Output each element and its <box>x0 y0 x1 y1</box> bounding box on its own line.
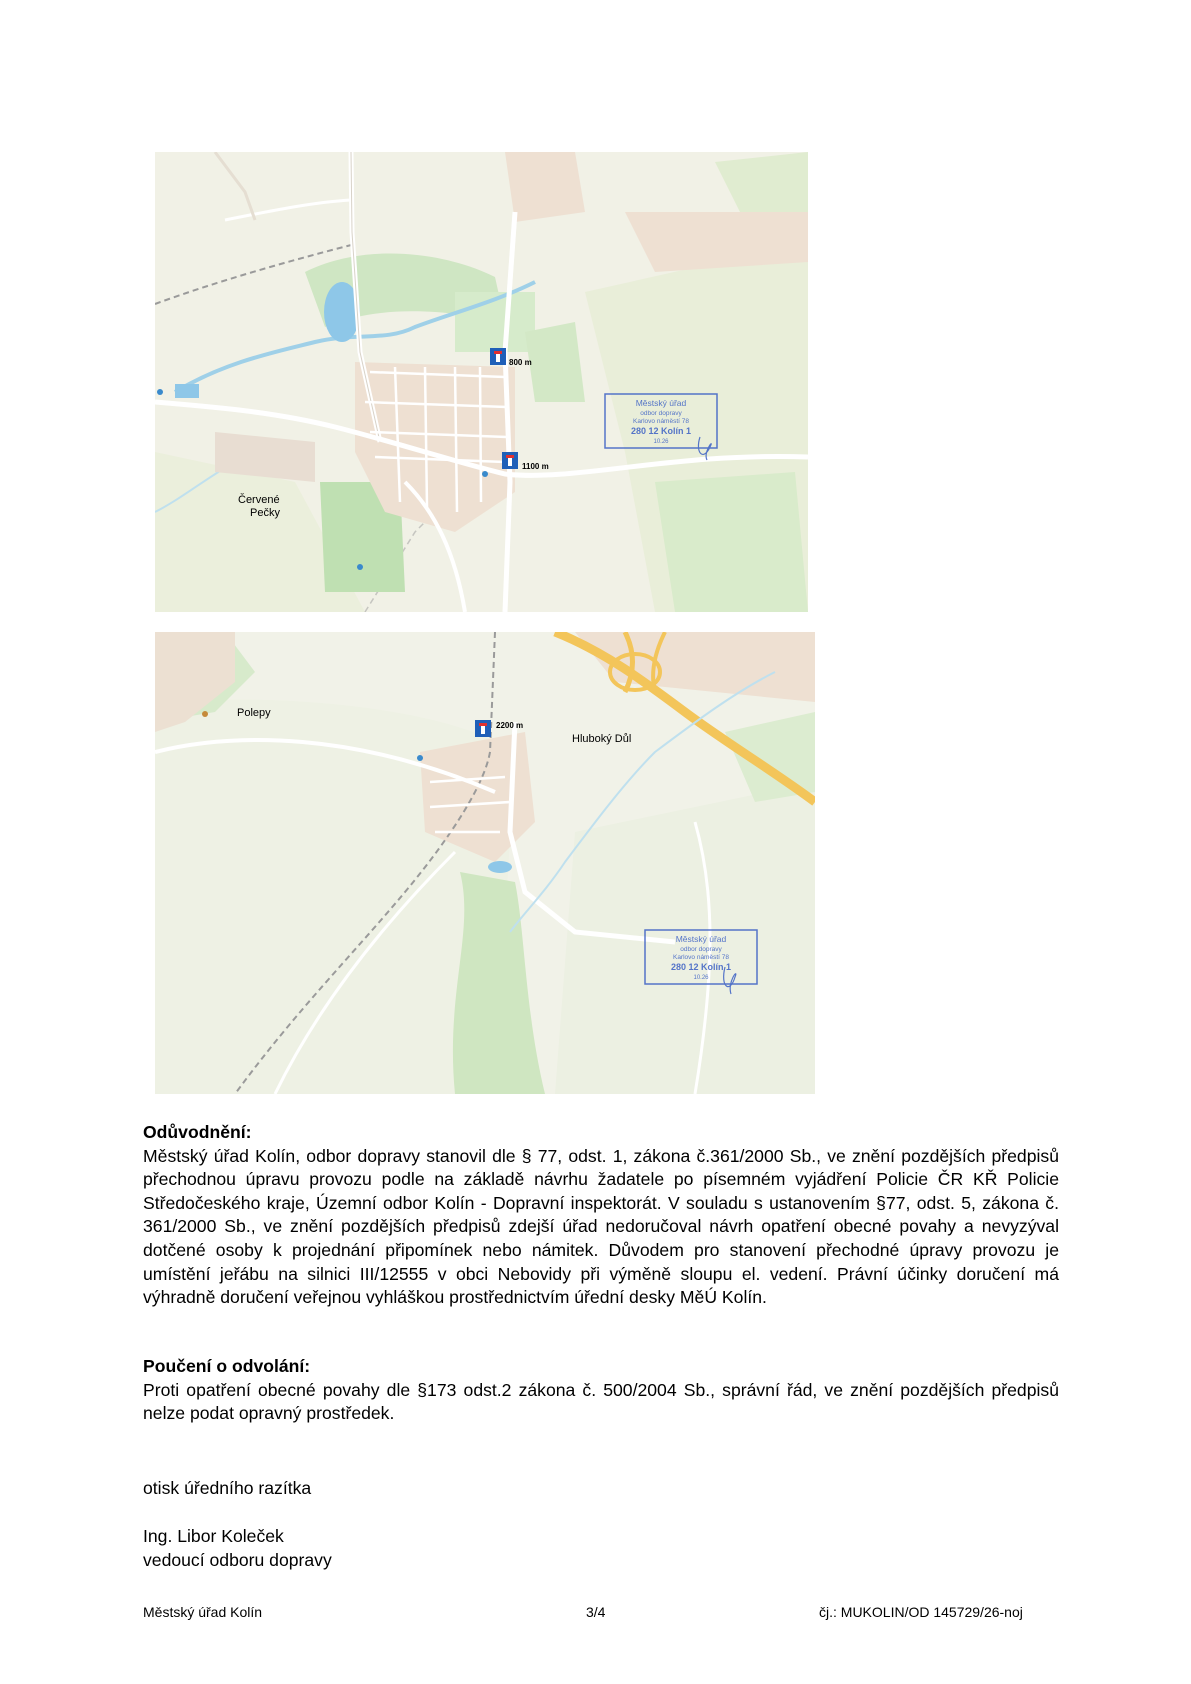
stamp-line: Karlovo náměstí 78 <box>672 954 730 961</box>
footer-page-number: 3/4 <box>586 1604 606 1620</box>
reasoning-text: Městský úřad Kolín, odbor dopravy stanovil dle § 77, odst. 1, zákona č.361/2000 Sb., ve znění pozdějších předpisů přechodnou úpravu provozu podle na základě návrhu žadatele po písemném vyjádření Policie ČR KŘ Policie Středočeského kraje, Územní odbor Kolín - Dopravní inspektorát. V souladu s ustanovením §77, odst. 5, zákona č. 361/2000 Sb., ve znění pozdějších předpisů zdejší úřad nedoručoval návrh opatření obecné povahy a nevyzýval dotčené osoby k projednání připomínek nebo námitek. Důvodem pro stanovení přechodné úpravy provozu je umístění jeřábu na silnici III/12555 v obci Nebovidy při výměně sloupu el. vedení. Právní účinky doručení má výhradně doručení veřejnou vyhláškou prostřednictvím úřední desky MěÚ Kolín. <box>143 1145 1059 1308</box>
map-top-graphic <box>155 152 808 612</box>
stamp-line: Městský úřad <box>675 934 727 944</box>
reasoning-heading: Odůvodnění: <box>143 1122 252 1142</box>
signatory-name: Ing. Libor Koleček <box>143 1526 284 1546</box>
sign-distance-label: 800 m <box>509 358 532 367</box>
stamp-line: 280 12 Kolín 1 <box>630 426 692 436</box>
dead-end-sign-icon <box>502 452 518 469</box>
appeal-section <box>143 1355 1059 1426</box>
footer-reference: čj.: MUKOLIN/OD 145729/26-noj <box>819 1604 1023 1620</box>
map-top <box>155 152 808 612</box>
appeal-heading: Poučení o odvolání: <box>143 1356 311 1376</box>
stamp-line: odbor dopravy <box>680 946 722 953</box>
place-label: Polepy <box>237 707 271 719</box>
stamp-line: Karlovo náměstí 78 <box>632 418 690 425</box>
dead-end-sign-icon <box>490 348 506 365</box>
dead-end-sign-icon <box>475 720 491 737</box>
map-bottom-graphic <box>155 632 815 1094</box>
stamp-line: Městský úřad <box>635 398 687 408</box>
footer-office: Městský úřad Kolín <box>143 1604 263 1620</box>
place-label: Hluboký Důl <box>572 733 632 745</box>
signatory-title: vedoucí odboru dopravy <box>143 1549 332 1570</box>
stamp-line: 10.26 <box>653 439 669 445</box>
place-label: Červené <box>238 494 280 506</box>
stamp-note: otisk úředního razítka <box>143 1478 312 1498</box>
appeal-text: Proti opatření obecné povahy dle §173 odst.2 zákona č. 500/2004 Sb., správní řád, ve znění pozdějších předpisů nelze podat opravný prostředek. <box>143 1379 1059 1424</box>
place-label: Pečky <box>250 507 280 519</box>
signatory-block <box>143 1525 332 1572</box>
sign-distance-label: 1100 m <box>522 462 549 471</box>
stamp-line: 10.26 <box>693 975 709 981</box>
sign-distance-label: 2200 m <box>496 721 524 730</box>
reasoning-section <box>143 1121 1059 1310</box>
map-bottom <box>155 632 815 1094</box>
stamp-line: 280 12 Kolín 1 <box>670 962 732 972</box>
stamp-line: odbor dopravy <box>640 410 682 417</box>
